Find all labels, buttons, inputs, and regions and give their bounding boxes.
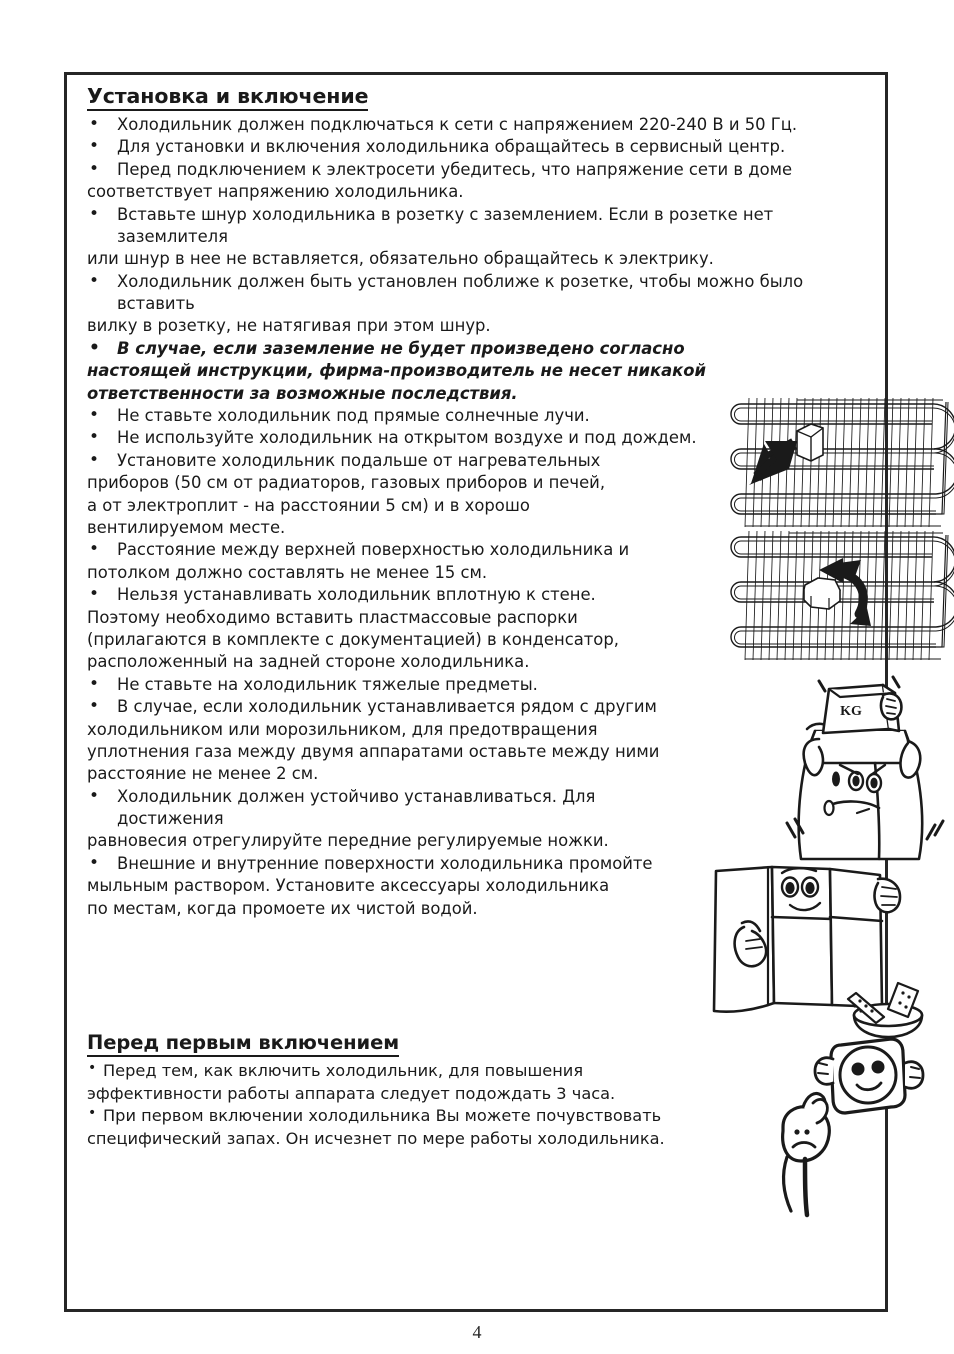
grounded-socket-illustration: [757, 1033, 954, 1233]
section-installation-heading: Установка и включение: [87, 85, 368, 111]
bullet-line: настоящей инструкции, фирма-производитель не несет никакой: [87, 361, 707, 381]
section-before-first-use-heading: Перед первым включением: [87, 1032, 399, 1057]
bullet-line: расположенный на задней стороне холодильника.: [87, 652, 530, 672]
bullet-line: Перед тем, как включить холодильник, для повышения: [103, 1060, 584, 1080]
bullet-line: уплотнения газа между двумя аппаратами оставьте между ними: [87, 741, 660, 761]
list-item: [87, 204, 877, 271]
page-number: 4: [472, 1322, 482, 1342]
bullet-line: расстояние не менее 2 см.: [87, 764, 319, 784]
wall-socket-icon: [815, 1039, 923, 1113]
condenser-spacer-rotate-illustration: [719, 530, 954, 665]
bullet-line: В случае, если холодильник устанавливается рядом с другим: [117, 697, 657, 717]
kg-weight-label: KG: [840, 704, 862, 719]
bullet-line: вентилируемом месте.: [87, 517, 286, 537]
bullet-line: потолком должно составлять не менее 15 см.: [87, 562, 488, 582]
bullet-line: приборов (50 см от радиаторов, газовых приборов и печей,: [87, 473, 606, 493]
bullet-line: холодильником или морозильником, для предотвращения: [87, 719, 598, 739]
list-item: [87, 786, 702, 853]
heavy-object-warning-illustration: [779, 667, 954, 867]
bullet-line: (прилагаются в комплекте с документацией) в конденсатор,: [87, 629, 619, 649]
bullet-line: Холодильник должен быть установлен поближе к розетке, чтобы можно было вставить: [117, 271, 804, 314]
bullet-line: по местам, когда промоете их чистой водой.: [87, 898, 478, 918]
bullet-line: мыльным раствором. Установите аксессуары холодильника: [87, 876, 610, 896]
bullet-line: или шнур в нее не вставляется, обязательно обращайтесь к электрику.: [87, 249, 714, 269]
bullet-line: равновесия отрегулируйте передние регулируемые ножки.: [87, 831, 609, 851]
bullet-line: эффективности работы аппарата следует подождать 3 часа.: [87, 1083, 616, 1103]
list-item: [87, 271, 877, 338]
gripping-hands-icon: [881, 693, 901, 719]
list-item-liability-warning: [87, 338, 877, 405]
list-item: [87, 450, 702, 540]
bullet-line: Для установки и включения холодильника обращайтесь в сервисный центр.: [117, 137, 786, 157]
bullet-line: В случае, если заземление не будет произведено согласно: [117, 338, 685, 358]
bullet-line: Холодильник должен устойчиво устанавливаться. Для достижения: [117, 786, 596, 829]
list-item: [87, 159, 877, 204]
list-item: [87, 136, 877, 158]
bullet-line: При первом включении холодильника Вы можете почувствовать: [103, 1106, 662, 1126]
bullet-line: Холодильник должен подключаться к сети с напряжением 220-240 В и 50 Гц.: [117, 114, 798, 134]
bullet-line: соответствует напряжению холодильника.: [87, 182, 464, 202]
insert-arrow-icon: [749, 439, 797, 485]
bullet-line: Перед подключением к электросети убедитесь, что напряжение сети в доме: [117, 159, 793, 179]
list-item: [87, 674, 702, 696]
bullet-line: Не ставьте холодильник под прямые солнечные лучи.: [117, 406, 590, 426]
bullet-line: Вставьте шнур холодильника в розетку с заземлением. Если в розетке нет заземлителя: [117, 204, 774, 246]
plastic-spacer-icon: [797, 424, 823, 461]
bullet-line: Поэтому необходимо вставить пластмассовые распорки: [87, 607, 578, 627]
list-item: [87, 1060, 688, 1105]
page-border: [64, 72, 888, 1312]
bullet-line: Внешние и внутренние поверхности холодильника промойте: [117, 853, 653, 873]
bullet-line: Нельзя устанавливать холодильник вплотную к стене.: [117, 585, 596, 605]
clean-accessories-illustration: [712, 865, 954, 1045]
bullet-line: специфический запах. Он исчезнет по мере работы холодильника.: [87, 1128, 665, 1148]
plastic-spacer-icon: [804, 578, 840, 609]
bullet-line: а от электроплит - на расстоянии 5 см) и в хорошо: [87, 495, 530, 515]
fridge-body-icon: [768, 867, 832, 1005]
power-plug-icon: [783, 1094, 830, 1216]
list-item: [87, 853, 702, 920]
condenser-spacer-insert-illustration: [719, 397, 954, 532]
bullet-line: Не используйте холодильник на открытом воздухе и под дождем.: [117, 428, 697, 448]
bullet-line: ответственности за возможные последствия.: [87, 383, 518, 403]
bullet-line: Установите холодильник подальше от нагревательных: [117, 450, 601, 470]
list-item: [87, 539, 702, 584]
bullet-line: Расстояние между верхней поверхностью холодильника и: [117, 540, 630, 560]
list-item: [87, 114, 877, 136]
list-item: [87, 696, 702, 786]
bullet-line: вилку в розетку, не натягивая при этом шнур.: [87, 316, 491, 336]
bullet-line: Не ставьте на холодильник тяжелые предметы.: [117, 674, 538, 694]
list-item: [87, 584, 702, 674]
section-installation-heading-wrap: [87, 85, 877, 114]
